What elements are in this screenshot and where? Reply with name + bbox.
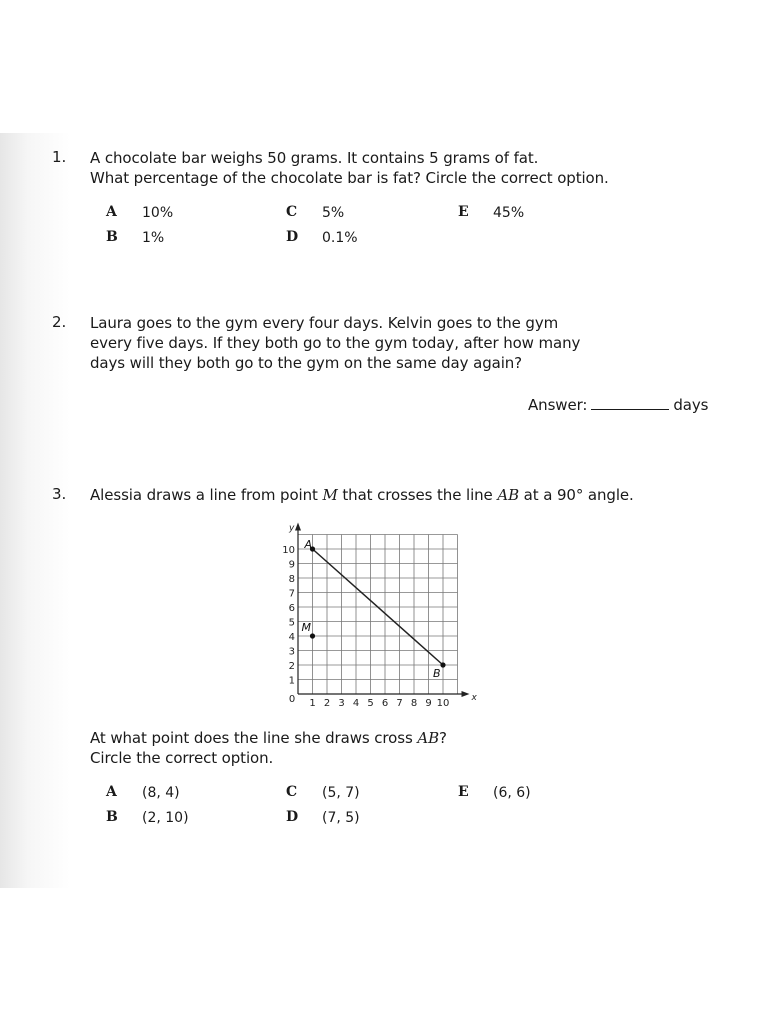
y-tick-label: 5 bbox=[288, 617, 295, 629]
x-tick-label: 4 bbox=[352, 698, 360, 708]
y-tick-label: 10 bbox=[282, 545, 295, 556]
y-tick-label: 8 bbox=[288, 574, 295, 585]
q1-option-d-letter[interactable]: D bbox=[286, 229, 299, 245]
point-m-label: M bbox=[301, 621, 311, 634]
question-2-number: 2. bbox=[52, 313, 67, 331]
point-b-label: B bbox=[433, 667, 441, 680]
q3-option-e-value[interactable]: (6, 6) bbox=[493, 785, 531, 801]
question-3-prompt-line2: Circle the correct option. bbox=[90, 749, 274, 767]
question-2-text-line1: Laura goes to the gym every four days. Kelvin goes to the gym bbox=[90, 314, 559, 332]
answer-blank[interactable] bbox=[591, 395, 669, 410]
question-3-number: 3. bbox=[52, 485, 67, 503]
q1-option-e-letter[interactable]: E bbox=[458, 204, 469, 220]
q1-option-b-letter[interactable]: B bbox=[106, 229, 118, 245]
x-tick-label: 2 bbox=[323, 698, 331, 708]
coordinate-grid bbox=[270, 522, 480, 708]
q1-option-e-value[interactable]: 45% bbox=[493, 205, 525, 221]
x-tick-label: 7 bbox=[396, 698, 403, 708]
q3-option-e-letter[interactable]: E bbox=[458, 784, 469, 800]
q1-option-c-value[interactable]: 5% bbox=[322, 205, 345, 221]
q1-option-a-letter[interactable]: A bbox=[106, 204, 117, 220]
question-2-text-line2: every five days. If they both go to the gym today, after how many bbox=[90, 334, 581, 352]
y-axis-arrow bbox=[295, 523, 301, 531]
origin-label: 0 bbox=[288, 694, 296, 705]
point-b bbox=[440, 662, 445, 667]
question-2-answer-row bbox=[528, 395, 708, 415]
x-axis-arrow bbox=[462, 691, 470, 697]
q3-option-d-letter[interactable]: D bbox=[286, 809, 299, 825]
q3-option-b-value[interactable]: (2, 10) bbox=[142, 810, 189, 826]
question-1-text-line2: What percentage of the chocolate bar is fat? Circle the correct option. bbox=[90, 169, 609, 187]
x-tick-label: 3 bbox=[338, 698, 345, 708]
q3-option-c-letter[interactable]: C bbox=[286, 784, 298, 800]
q1-option-a-value[interactable]: 10% bbox=[142, 205, 174, 221]
q3-option-b-letter[interactable]: B bbox=[106, 809, 118, 825]
question-3-text-line1: Alessia draws a line from point M that crosses the line AB at a 90° angle. bbox=[90, 486, 634, 504]
q3-option-d-value[interactable]: (7, 5) bbox=[322, 810, 360, 826]
point-m bbox=[310, 633, 315, 638]
x-tick-label: 5 bbox=[367, 698, 374, 708]
y-axis-label: y bbox=[289, 523, 295, 534]
x-tick-label: 9 bbox=[425, 698, 432, 708]
q1-option-b-value[interactable]: 1% bbox=[142, 230, 165, 246]
y-tick-label: 1 bbox=[288, 675, 295, 687]
y-tick-label: 6 bbox=[288, 603, 295, 614]
x-tick-label: 10 bbox=[436, 698, 450, 708]
x-axis-label: x bbox=[471, 693, 477, 703]
x-tick-label: 8 bbox=[410, 698, 418, 708]
answer-label: Answer: bbox=[528, 396, 588, 414]
x-tick-label: 6 bbox=[381, 698, 389, 708]
question-1-text-line1: A chocolate bar weighs 50 grams. It contains 5 grams of fat. bbox=[90, 149, 539, 167]
q3-option-a-value[interactable]: (8, 4) bbox=[142, 785, 180, 801]
y-tick-label: 2 bbox=[288, 661, 295, 672]
q3-option-c-value[interactable]: (5, 7) bbox=[322, 785, 360, 801]
q3-option-a-letter[interactable]: A bbox=[106, 784, 117, 800]
worksheet-page bbox=[0, 133, 768, 888]
x-tick-label: 1 bbox=[309, 698, 316, 708]
y-tick-label: 9 bbox=[288, 559, 295, 571]
question-1-number: 1. bbox=[52, 148, 67, 166]
y-tick-label: 7 bbox=[288, 588, 295, 600]
question-3-prompt-line1: At what point does the line she draws cross AB? bbox=[90, 729, 447, 747]
q1-option-d-value[interactable]: 0.1% bbox=[322, 230, 358, 246]
y-tick-label: 3 bbox=[288, 646, 295, 658]
answer-unit: days bbox=[673, 396, 709, 414]
y-tick-label: 4 bbox=[288, 632, 295, 643]
q1-option-c-letter[interactable]: C bbox=[286, 204, 298, 220]
question-2-text-line3: days will they both go to the gym on the same day again? bbox=[90, 354, 523, 372]
point-a-label: A bbox=[304, 538, 313, 551]
